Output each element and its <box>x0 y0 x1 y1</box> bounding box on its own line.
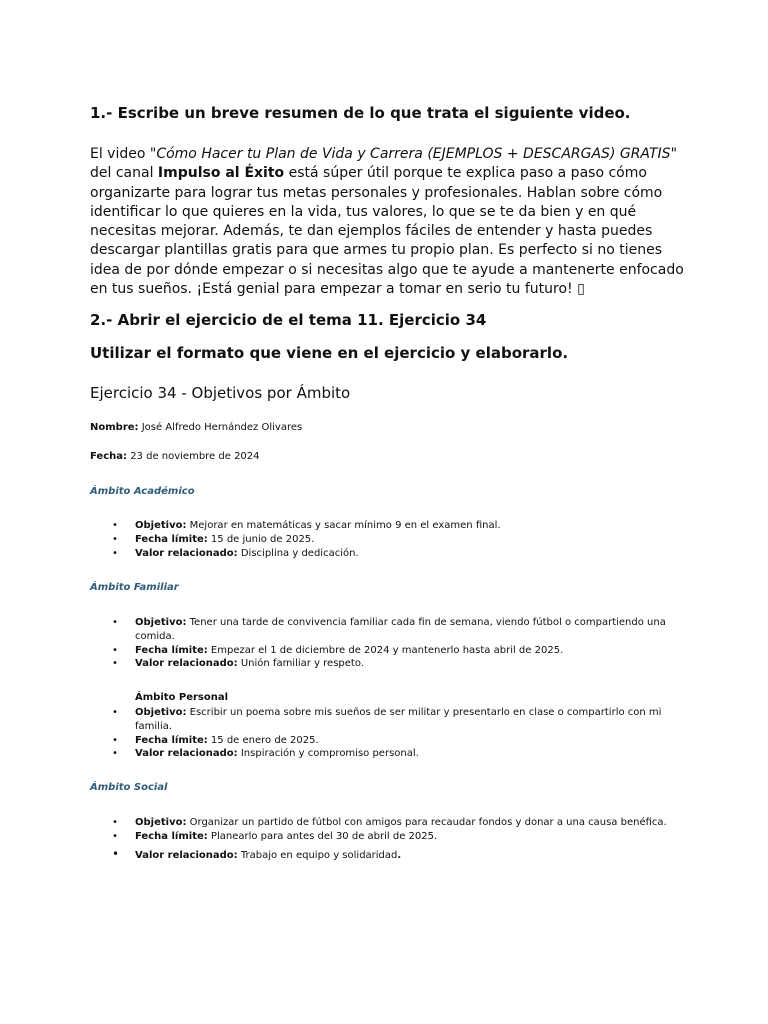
list-item <box>90 657 690 671</box>
section-personal-list <box>90 706 690 761</box>
exercise-title: Ejercicio 34 - Objetivos por Ámbito <box>90 384 351 402</box>
section-social-title: Ámbito Social <box>90 782 168 793</box>
list-item <box>90 616 690 644</box>
bullet: • <box>112 846 120 861</box>
bullet: • <box>112 748 118 760</box>
value-label: Valor relacionado: <box>135 748 238 760</box>
list-item <box>90 706 690 734</box>
bullet: • <box>112 617 118 628</box>
objective-value: Organizar un partido de fútbol con amigos para recaudar fondos y donar a una causa benéfica. <box>186 817 667 828</box>
list-item <box>90 547 690 561</box>
objective-label: Objetivo: <box>135 520 187 531</box>
deadline-label: Fecha límite: <box>135 533 208 545</box>
summary-body: está súper útil porque te explica paso a paso cómo organizarte para lograr tus metas personales y profesionales. Hablan sobre cómo identificar lo que quieres en la vida, tus valores, lo que se te da bien y en qué necesitas mejorar. Además, te dan ejemplos fáciles de entender y hasta puedes descargar plantillas gratis para que armes tu propio plan. Es perfecto si no tienes idea de por dónde empezar o si necesitas algo que te ayude a mantenerte enfocado en tus sueños. ¡Está genial para empezar a tomar en serio tu futuro! <box>90 165 684 298</box>
date-value: 23 de noviembre de 2024 <box>127 451 260 462</box>
date-line <box>90 451 260 462</box>
value-label: Valor relacionado: <box>135 547 238 559</box>
summary-prefix: El video " <box>90 146 157 162</box>
deadline-label: Fecha límite: <box>135 830 208 842</box>
video-summary-paragraph <box>90 145 690 299</box>
bullet: • <box>112 707 118 718</box>
objective-label: Objetivo: <box>135 617 187 628</box>
objective-value: Tener una tarde de convivencia familiar cada fin de semana, viendo fútbol o compartiendo una comida. <box>135 617 666 642</box>
list-item <box>90 644 690 658</box>
deadline-label: Fecha límite: <box>135 644 208 656</box>
list-item <box>90 816 690 830</box>
deadline-value: Planearlo para antes del 30 de abril de 2025. <box>207 830 438 842</box>
summary-after-title: " del canal <box>90 146 678 182</box>
video-title: Cómo Hacer tu Plan de Vida y Carrera (EJEMPLOS + DESCARGAS) GRATIS <box>156 146 671 162</box>
list-item <box>90 519 690 533</box>
bullet: • <box>112 520 118 531</box>
section-family-list <box>90 616 690 671</box>
value-value: Inspiración y compromiso personal. <box>237 748 419 760</box>
list-item <box>90 533 690 547</box>
value-value: Disciplina y dedicación. <box>237 547 359 559</box>
section-family-title: Ámbito Familiar <box>90 582 179 593</box>
missing-glyph: ▯ <box>577 281 585 298</box>
deadline-value: Empezar el 1 de diciembre de 2024 y mantenerlo hasta abril de 2025. <box>207 644 564 656</box>
objective-label: Objetivo: <box>135 817 187 828</box>
date-label: Fecha: <box>90 451 128 462</box>
name-label: Nombre: <box>90 422 139 433</box>
value-value: Unión familiar y respeto. <box>237 658 364 670</box>
list-item <box>90 747 690 761</box>
name-value: José Alfredo Hernández Olivares <box>138 422 303 433</box>
question-1-heading: 1.- Escribe un breve resumen de lo que trata el siguiente video. <box>90 104 631 122</box>
deadline-value: 15 de enero de 2025. <box>207 734 319 746</box>
section-academic-list <box>90 519 690 560</box>
bullet: • <box>112 644 118 656</box>
name-line <box>90 422 302 433</box>
value-label: Valor relacionado: <box>135 849 238 861</box>
value-end-period: . <box>397 849 402 861</box>
bullet: • <box>112 547 118 559</box>
section-personal-title: Ámbito Personal <box>135 692 229 703</box>
deadline-label: Fecha límite: <box>135 734 208 746</box>
list-item <box>90 830 690 844</box>
bullet: • <box>112 830 118 842</box>
list-item <box>90 846 690 863</box>
objective-value: Mejorar en matemáticas y sacar mínimo 9 en el examen final. <box>186 520 501 531</box>
question-2-heading: 2.- Abrir el ejercicio de el tema 11. Ejercicio 34 <box>90 311 487 329</box>
value-value: Trabajo en equipo y solidaridad <box>237 849 398 861</box>
list-item <box>90 734 690 748</box>
objective-label: Objetivo: <box>135 707 187 718</box>
bullet: • <box>112 817 118 828</box>
section-social-list <box>90 816 690 862</box>
value-label: Valor relacionado: <box>135 658 238 670</box>
instruction-heading: Utilizar el formato que viene en el ejercicio y elaborarlo. <box>90 344 569 362</box>
section-academic-title: Ámbito Académico <box>90 486 195 497</box>
objective-value: Escribir un poema sobre mis sueños de ser militar y presentarlo en clase o compartirlo con mi familia. <box>135 707 662 732</box>
channel-name: Impulso al Éxito <box>157 165 285 182</box>
deadline-value: 15 de junio de 2025. <box>207 533 315 545</box>
bullet: • <box>112 658 118 670</box>
bullet: • <box>112 533 118 545</box>
bullet: • <box>112 734 118 746</box>
